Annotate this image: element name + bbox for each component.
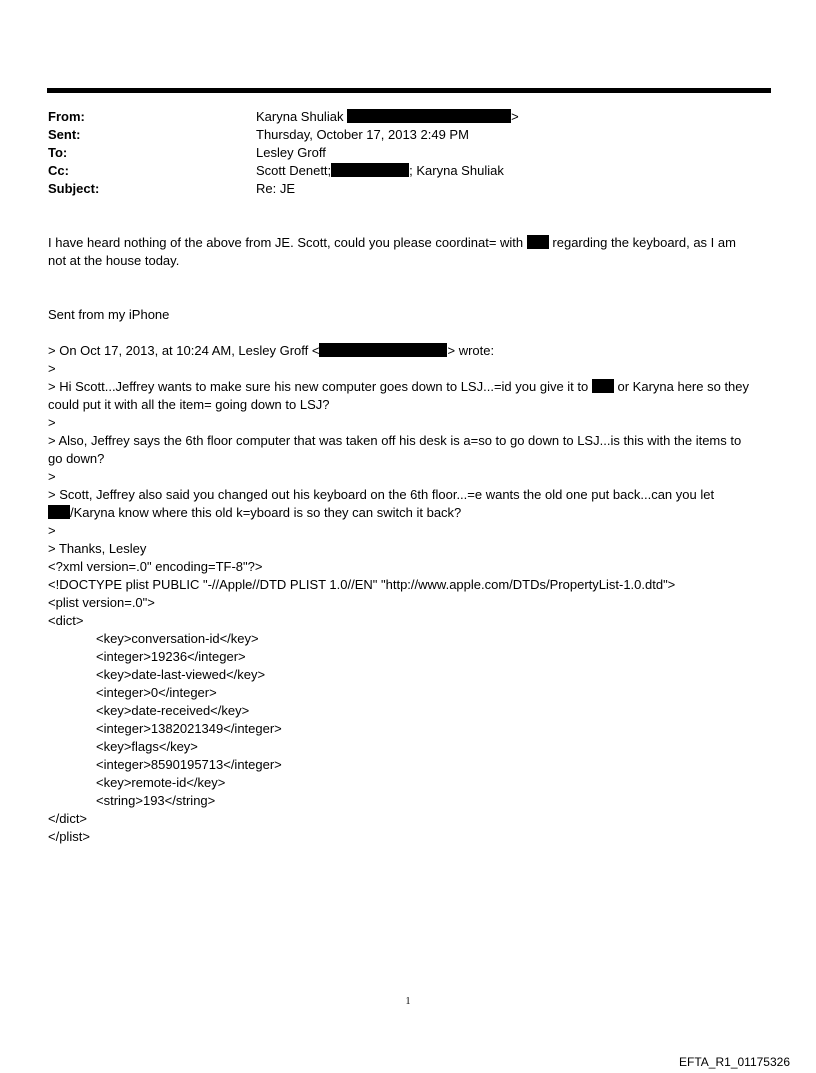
sent-value: Thursday, October 17, 2013 2:49 PM bbox=[256, 127, 469, 142]
document-id: EFTA_R1_01175326 bbox=[679, 1055, 790, 1069]
redaction-block bbox=[527, 235, 549, 249]
plist-entry: <integer>19236</integer> bbox=[96, 649, 246, 664]
redaction-block bbox=[347, 109, 511, 123]
quote-marker: > bbox=[48, 415, 56, 430]
redaction-block bbox=[592, 379, 614, 393]
quote-marker: > bbox=[48, 469, 56, 484]
cc-part2: ; Karyna Shuliak bbox=[409, 163, 504, 178]
body-text: > On Oct 17, 2013, at 10:24 AM, Lesley Groff < bbox=[48, 343, 320, 358]
sent-label: Sent: bbox=[48, 127, 81, 142]
to-value: Lesley Groff bbox=[256, 145, 326, 160]
plist-xml-decl: <?xml version=.0" encoding=TF-8"?> bbox=[48, 559, 263, 574]
quote-line bbox=[48, 505, 461, 521]
body-text: > Hi Scott...Jeffrey wants to make sure his new computer goes down to LSJ...=id you give it to bbox=[48, 379, 589, 394]
from-name: Karyna Shuliak bbox=[256, 109, 344, 124]
quote-marker: > bbox=[48, 361, 56, 376]
plist-entry: <key>remote-id</key> bbox=[96, 775, 226, 790]
plist-entry: <key>date-received</key> bbox=[96, 703, 250, 718]
page-number: 1 bbox=[405, 996, 411, 1007]
body-line: not at the house today. bbox=[48, 253, 180, 268]
body-text: regarding the keyboard, as I am bbox=[552, 235, 736, 250]
redaction-block bbox=[48, 505, 70, 519]
plist-entry: <key>flags</key> bbox=[96, 739, 198, 754]
quote-line: > Also, Jeffrey says the 6th floor computer that was taken off his desk is a=so to go down to LSJ...is this with the items to bbox=[48, 433, 742, 448]
cc-part1: Scott Denett; bbox=[256, 163, 332, 178]
quote-intro bbox=[48, 343, 494, 359]
cc-label: Cc: bbox=[48, 163, 69, 178]
body-text: > wrote: bbox=[447, 343, 495, 358]
quote-marker: > bbox=[48, 523, 56, 538]
plist-entry: <integer>0</integer> bbox=[96, 685, 217, 700]
from-label: From: bbox=[48, 109, 85, 124]
to-label: To: bbox=[48, 145, 68, 160]
body-line bbox=[48, 235, 736, 251]
plist-doctype: <!DOCTYPE plist PUBLIC "-//Apple//DTD PLIST 1.0//EN" "http://www.apple.com/DTDs/PropertyList-1.0.dtd"> bbox=[48, 577, 676, 592]
plist-open: <plist version=.0"> bbox=[48, 595, 155, 610]
redaction-block bbox=[319, 343, 447, 357]
plist-dict-open: <dict> bbox=[48, 613, 84, 628]
plist-entry: <string>193</string> bbox=[96, 793, 216, 808]
quote-line bbox=[48, 379, 749, 395]
plist-entry: <integer>8590195713</integer> bbox=[96, 757, 282, 772]
from-suffix: > bbox=[511, 109, 519, 124]
plist-entry: <integer>1382021349</integer> bbox=[96, 721, 282, 736]
from-value bbox=[256, 109, 519, 125]
quote-line: could put it with all the item= going down to LSJ? bbox=[48, 397, 330, 412]
cc-value bbox=[256, 163, 504, 179]
subject-value: Re: JE bbox=[256, 181, 296, 196]
quote-line: > Scott, Jeffrey also said you changed out his keyboard on the 6th floor...=e wants the old one put back...can you let bbox=[48, 487, 715, 502]
quote-line: go down? bbox=[48, 451, 105, 466]
redaction-block bbox=[331, 163, 409, 177]
plist-close: </plist> bbox=[48, 829, 90, 844]
body-text: or Karyna here so they bbox=[617, 379, 750, 394]
body-text: /Karyna know where this old k=yboard is so they can switch it back? bbox=[70, 505, 462, 520]
plist-entry: <key>date-last-viewed</key> bbox=[96, 667, 266, 682]
quote-thanks: > Thanks, Lesley bbox=[48, 541, 147, 556]
plist-entry: <key>conversation-id</key> bbox=[96, 631, 259, 646]
body-text: I have heard nothing of the above from JE. Scott, could you please coordinat= with bbox=[48, 235, 524, 250]
subject-label: Subject: bbox=[48, 181, 100, 196]
plist-dict-close: </dict> bbox=[48, 811, 88, 826]
header-rule bbox=[47, 88, 771, 93]
signature: Sent from my iPhone bbox=[48, 307, 170, 322]
